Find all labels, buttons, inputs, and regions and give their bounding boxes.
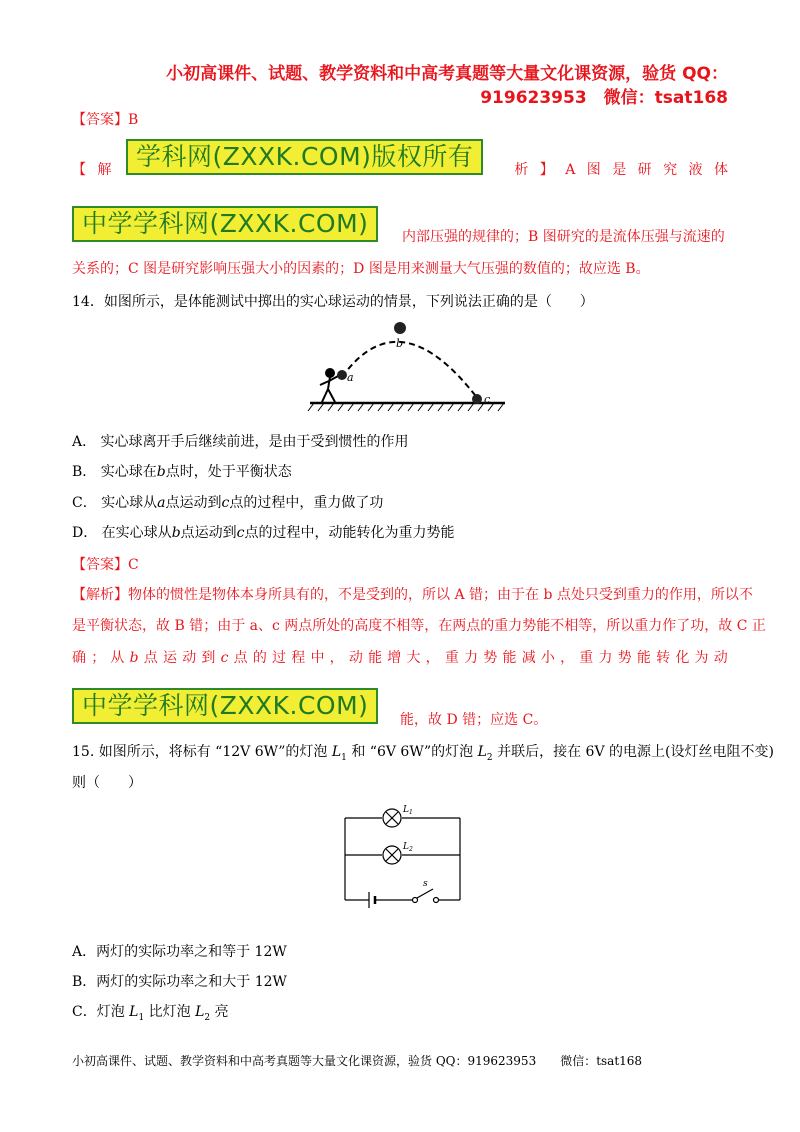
switch-contact bbox=[434, 898, 439, 903]
q14-analysis-line4-tail: 能，故 D 错；应选 C。 bbox=[400, 712, 548, 728]
analysis-l3-char: 点 bbox=[143, 650, 158, 666]
q14-analysis-line2: 是平衡状态，故 B 错；由于 a、c 两点所处的高度不相等，在两点的重力势能不相等，所以重力作了功，故 C 正 bbox=[72, 618, 766, 634]
analysis-l3-char: 力 bbox=[598, 650, 613, 666]
q13-yan: 研 bbox=[637, 162, 652, 178]
fig-label-L1: $L_1$ bbox=[403, 805, 413, 816]
analysis-l3-char: 转 bbox=[656, 650, 671, 666]
analysis-l3-char: 动 bbox=[182, 650, 197, 666]
q14-figure bbox=[300, 315, 510, 415]
analysis-l3-char: 小 bbox=[540, 650, 555, 666]
q15-option-c: C．灯泡 $L_1$ 比灯泡 $L_2$ 亮 bbox=[72, 1004, 229, 1023]
analysis-l3-char: 减 bbox=[521, 650, 536, 666]
fig-label-S: s bbox=[423, 879, 428, 889]
analysis-l3-char: 中 bbox=[310, 650, 325, 666]
analysis-l3-char: 增 bbox=[387, 650, 402, 666]
header-banner-line1: 小初高课件、试题、教学资料和中高考真题等大量文化课资源，验货 QQ： bbox=[166, 64, 728, 84]
q13-bracket-close: 】 bbox=[539, 162, 554, 178]
analysis-l3-char: 能 bbox=[368, 650, 383, 666]
q15-circuit-figure bbox=[335, 800, 470, 915]
q15-stem: 15. 如图所示，将标有 “12V 6W”的灯泡 $L_1$ 和 “6V 6W”的灯泡 $L_2$ 并联后，接在 6V 的电源上(设灯丝电阻不变) bbox=[72, 744, 774, 763]
analysis-l3-char: ， bbox=[329, 650, 344, 666]
analysis-l3-char: 运 bbox=[162, 650, 177, 666]
analysis-l3-char: ， bbox=[560, 650, 575, 666]
q13-xi: 析 bbox=[514, 162, 529, 178]
watermark-1: 学科网(ZXXK.COM)版权所有 bbox=[126, 139, 483, 175]
q13-bracket-open: 【 bbox=[72, 162, 86, 178]
watermark-2: 中学学科网(ZXXK.COM) bbox=[72, 206, 378, 242]
q15-option-a: A．两灯的实际功率之和等于 12W bbox=[72, 944, 287, 960]
analysis-l3-char: 点 bbox=[233, 650, 248, 666]
analysis-l3-char: 重 bbox=[579, 650, 594, 666]
q13-answer: 【答案】B bbox=[72, 112, 139, 128]
analysis-l3-char: b bbox=[129, 650, 139, 666]
analysis-l3-char: 动 bbox=[713, 650, 728, 666]
q14-stem: 14．如图所示，是体能测试中掷出的实心球运动的情景，下列说法正确的是（ ） bbox=[72, 294, 594, 310]
analysis-l3-char: 程 bbox=[291, 650, 306, 666]
analysis-l3-char: ， bbox=[425, 650, 440, 666]
analysis-l3-char: 势 bbox=[483, 650, 498, 666]
switch-pivot bbox=[413, 898, 418, 903]
q13-shi: 是 bbox=[612, 162, 627, 178]
analysis-l3-char: 能 bbox=[636, 650, 651, 666]
analysis-l3-char: 过 bbox=[272, 650, 287, 666]
ball-c bbox=[472, 394, 482, 404]
q13-ti: 体 bbox=[713, 162, 728, 178]
trajectory-curve bbox=[342, 342, 478, 399]
analysis-l3-char: 到 bbox=[201, 650, 216, 666]
analysis-l3-char: 力 bbox=[464, 650, 479, 666]
q13-line2-tail: 内部压强的规律的；B 图研究的是流体压强与流速的 bbox=[402, 229, 725, 245]
q15-stem-line2: 则（ ） bbox=[72, 775, 142, 791]
page-footer: 小初高课件、试题、教学资料和中高考真题等大量文化课资源，验货 QQ：919623953 微信：tsat168 bbox=[72, 1054, 643, 1068]
q14-analysis-line1: 【解析】物体的惯性是物体本身所具有的，不是受到的，所以 A 错；由于在 b 点处只受到重力的作用，所以不 bbox=[72, 587, 753, 603]
analysis-l3-char: 为 bbox=[694, 650, 709, 666]
label-b: b bbox=[396, 337, 404, 350]
q13-tu: 图 bbox=[586, 162, 601, 178]
switch-lever-icon bbox=[417, 889, 433, 898]
ball-b bbox=[394, 322, 406, 334]
q13-jie: 解 bbox=[97, 162, 112, 178]
header-banner-line2: 919623953 微信：tsat168 bbox=[480, 88, 728, 108]
analysis-l3-char: 化 bbox=[675, 650, 690, 666]
analysis-l3-char: c bbox=[220, 650, 229, 666]
analysis-l3-char: 确 bbox=[72, 650, 86, 666]
q13-line3: 关系的；C 图是研究影响压强大小的因素的；D 图是用来测量大气压强的数值的；故应选 B。 bbox=[72, 261, 650, 277]
analysis-l3-char: 从 bbox=[110, 650, 125, 666]
q13-A: A bbox=[565, 162, 576, 178]
watermark-3: 中学学科网(ZXXK.COM) bbox=[72, 688, 378, 724]
label-a: a bbox=[347, 371, 354, 384]
q14-answer: 【答案】C bbox=[72, 557, 139, 573]
analysis-l3-char: ； bbox=[91, 650, 106, 666]
q14-option-a: A． 实心球离开手后继续前进，是由于受到惯性的作用 bbox=[72, 434, 409, 450]
fig-label-L2: $L_2$ bbox=[403, 842, 413, 853]
analysis-l3-char: 大 bbox=[406, 650, 421, 666]
q13-jiu: 究 bbox=[663, 162, 678, 178]
analysis-l3-char: 能 bbox=[502, 650, 517, 666]
analysis-l3-char: 动 bbox=[348, 650, 363, 666]
q14-option-c: C． 实心球从a点运动到c点的过程中，重力做了功 bbox=[72, 495, 384, 511]
analysis-l3-char: 重 bbox=[444, 650, 459, 666]
q13-ye: 液 bbox=[688, 162, 703, 178]
analysis-l3-char: 的 bbox=[252, 650, 267, 666]
thrower-figure bbox=[320, 369, 340, 402]
q14-option-d: D． 在实心球从b点运动到c点的过程中，动能转化为重力势能 bbox=[72, 525, 455, 541]
analysis-l3-char: 势 bbox=[617, 650, 632, 666]
ball-a bbox=[337, 370, 347, 380]
label-c: c bbox=[484, 393, 491, 406]
q15-option-b: B．两灯的实际功率之和大于 12W bbox=[72, 974, 287, 990]
q14-option-b: B． 实心球在b点时，处于平衡状态 bbox=[72, 464, 292, 480]
q14-analysis-line3 bbox=[72, 648, 728, 668]
header-banner bbox=[78, 62, 728, 110]
